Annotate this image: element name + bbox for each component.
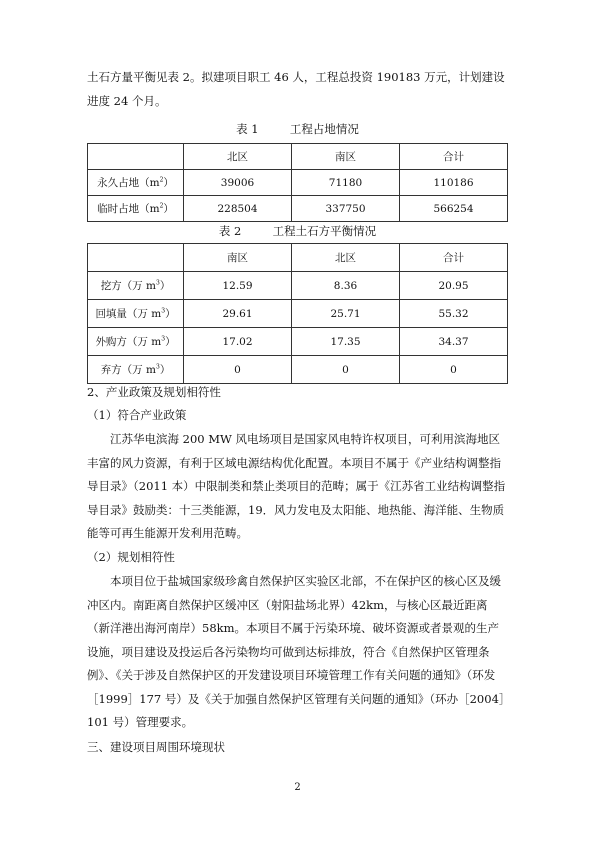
- table1-caption-number: 表 1: [236, 122, 259, 136]
- header-cell: 合计: [400, 144, 508, 170]
- table-cell: 34.37: [400, 328, 508, 356]
- table-cell: 17.02: [184, 328, 292, 356]
- table-cell: 29.61: [184, 300, 292, 328]
- table2-caption-title: 工程土石方平衡情况: [272, 224, 377, 238]
- table-row: [88, 300, 508, 328]
- table-row: [88, 356, 508, 384]
- table-cell: 25.71: [292, 300, 400, 328]
- table-cell: 8.36: [292, 272, 400, 300]
- subsection-heading: （2）规划相符性: [87, 550, 175, 564]
- table-header-row: [88, 244, 508, 272]
- header-cell: 合计: [400, 244, 508, 272]
- earthwork-balance-table: [87, 243, 508, 384]
- header-cell: [88, 144, 184, 170]
- table-cell: 55.32: [400, 300, 508, 328]
- intro-line-1: 土石方量平衡见表 2。拟建项目职工 46 人，工程总投资 190183 万元，计划建设: [87, 70, 505, 84]
- row-label: 临时占地$(m^2)$: [88, 196, 184, 222]
- section-heading: 三、建设项目周围环境现状: [87, 740, 225, 754]
- header-cell: 南区: [184, 244, 292, 272]
- table-cell: 20.95: [400, 272, 508, 300]
- table1-caption-title: 工程占地情况: [289, 122, 359, 136]
- table-cell: 17.35: [292, 328, 400, 356]
- table-row: [88, 328, 508, 356]
- header-cell: 北区: [184, 144, 292, 170]
- table-cell: 337750: [292, 196, 400, 222]
- industrial-policy-paragraph: 江苏华电滨海 200 MW 风电场项目是国家风电特许权项目，可利用滨海地区丰富的风力资源，有利于区域电源结构优化配置。本项目不属于《产业结构调整指导目录》（2011 本）中限制类和禁止类项目的范畴；属于《江苏省工业结构调整指导目录》鼓励类：十三类能源，19．风力发电及太阳能、地热能、海洋能、生物质能等可再生能源开发利用范畴。: [87, 432, 506, 540]
- table-row: [88, 272, 508, 300]
- row-label: 挖方（万 $m^3$）: [88, 272, 184, 300]
- section-heading: 2、产业政策及规划相符性: [87, 385, 221, 399]
- header-cell: [88, 244, 184, 272]
- header-cell: 南区: [292, 144, 400, 170]
- row-label: 永久占地$(m^2)$: [88, 170, 184, 196]
- subsection-heading: （1）符合产业政策: [87, 408, 187, 422]
- table-cell: 110186: [400, 170, 508, 196]
- planning-compliance-paragraph: 本项目位于盐城国家级珍禽自然保护区实验区北部，不在保护区的核心区及缓冲区内。南距离自然保护区缓冲区（射阳盐场北界）42km，与核心区最近距离（新洋港出海河南岸）58km。本项目不属于污染环境、破坏资源或者景观的生产设施，项目建设及投运后各污染物均可做到达标排放，符合《自然保护区管理条例》、《关于涉及自然保护区的开发建设项目环境管理工作有关问题的通知》（环发［1999］177 号）及《关于加强自然保护区管理有关问题的通知》（环办［2004］101 号）管理要求。: [87, 574, 505, 729]
- table-row: [88, 196, 508, 222]
- table-cell: 39006: [184, 170, 292, 196]
- table2-caption: [87, 223, 508, 239]
- table-cell: 71180: [292, 170, 400, 196]
- row-label: 回填量（万 $m^3$）: [88, 300, 184, 328]
- header-cell: 北区: [292, 244, 400, 272]
- table-row: [88, 170, 508, 196]
- table-cell: 228504: [184, 196, 292, 222]
- row-label: 弃方（万 $m^3$）: [88, 356, 184, 384]
- table-cell: 12.59: [184, 272, 292, 300]
- table-header-row: [88, 144, 508, 170]
- table-cell: 0: [292, 356, 400, 384]
- page-number: 2: [294, 782, 301, 793]
- table-cell: 0: [400, 356, 508, 384]
- table-cell: 0: [184, 356, 292, 384]
- table-cell: 566254: [400, 196, 508, 222]
- land-use-table: [87, 143, 508, 222]
- intro-line-2: 进度 24 个月。: [87, 94, 167, 108]
- row-label: 外购方（万 $m^3$）: [88, 328, 184, 356]
- table1-caption: [87, 121, 508, 137]
- table2-caption-number: 表 2: [218, 224, 242, 238]
